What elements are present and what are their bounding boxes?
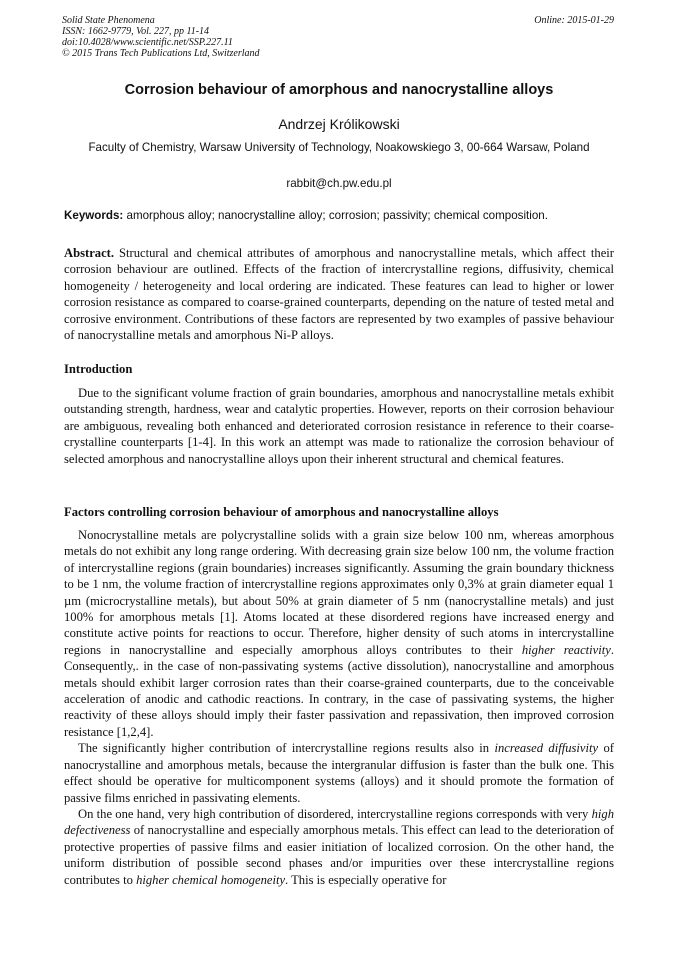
online-date: Online: 2015-01-29	[534, 15, 614, 26]
p3-emphasis-1: high defectiveness	[64, 806, 614, 838]
journal-name: Solid State Phenomena	[62, 15, 155, 26]
factors-paragraph-2	[64, 740, 614, 806]
p2-emphasis: increased diffusivity	[494, 741, 599, 756]
p1-text-a: Nonocrystalline metals are polycrystalline solids with a grain size below 100 nm, whereas amorphous metals do not exhibit any long range ordering. With decreasing grain size below 100 nm, the volume fraction of intercrystalline regions (grain boundaries) increases significantly. Assuming the grain boundary thickness to be 1 nm, the volume fraction of intercrystalline regions approximates only 0,3% at grain diameter equal 1 µm (microcrystalline metals), but about 50% at grain diameter of 5 nm (nanocrystalline metals) and just 100% for amorphous metals [1]. Atoms located at these disordered regions have increased energy and constitute active points for reactions to occur. Therefore, higher density of such atoms in intercrystalline regions in nanocrystalline and especially amorphous alloys contributes to their	[64, 528, 614, 657]
issn-line: ISSN: 1662-9779, Vol. 227, pp 11-14	[62, 26, 210, 37]
p2-text-b: of nanocrystalline and amorphous metals, because the intergranular diffusion is faster than the bulk one. This effect should be operative for multicomponent systems (alloys) and it should promote the formation of passive films enriched in passivating elements.	[64, 741, 614, 805]
copyright-line: © 2015 Trans Tech Publications Ltd, Switzerland	[62, 48, 260, 59]
doi-line: doi:10.4028/www.scientific.net/SSP.227.11	[62, 37, 233, 48]
introduction-body	[64, 385, 614, 467]
p3-emphasis-2: higher chemical homogeneity	[136, 872, 286, 887]
introduction-paragraph: Due to the significant volume fraction of grain boundaries, amorphous and nanocrystalline metals exhibit outstanding strength, hardness, wear and catalytic properties. However, reports on their corrosion behaviour are ambiguous, revealing both enhanced and deteriorated corrosion resistance in reference to their coarse-crystalline counterparts [1-4]. In this work an attempt was made to rationalize the corrosion behaviour of selected amorphous and nanocrystalline alloys upon their inherent structural and chemical features.	[64, 386, 614, 466]
abstract-text: Structural and chemical attributes of amorphous and nanocrystalline metals, which affect their corrosion behaviour are outlined. Effects of the fraction of intercrystalline regions, diffusivity, chemical homogeneity / heterogeneity and local ordering are indicated. These features can lead to higher or lower corrosion resistance as compared to coarse-grained counterparts, depending on the nature of tested metal and corrosive environment. Contributions of these factors are represented by two examples of passive behaviour of nanocrystalline metals and amorphous Ni-P alloys.	[64, 246, 614, 343]
affiliation: Faculty of Chemistry, Warsaw University of Technology, Noakowskiego 3, 00-664 Warsaw, Poland	[88, 141, 590, 154]
author-name: Andrzej Królikowski	[278, 116, 400, 132]
p3-text-a: On the one hand, very high contribution of disordered, intercrystalline regions corresponds with very	[78, 806, 592, 821]
p2-text-a: The significantly higher contribution of intercrystalline regions results also in	[78, 741, 495, 756]
paper-title: Corrosion behaviour of amorphous and nanocrystalline alloys	[124, 82, 554, 98]
abstract-label: Abstract.	[64, 246, 115, 260]
factors-paragraph-3	[64, 806, 614, 888]
keywords-text: amorphous alloy; nanocrystalline alloy; corrosion; passivity; chemical composition.	[123, 209, 548, 222]
p3-text-c: . This is especially operative for	[285, 872, 447, 887]
abstract	[64, 245, 614, 343]
p3-text-b: of nanocrystalline and especially amorphous metals. This effect can lead to the deterioration of protective properties of passive films and easier initiation of localized corrosion. On the other hand, the uniform distribution of possible second phases and/or impurities over these intercrystalline regions contributes to	[64, 823, 614, 887]
factors-body	[64, 527, 614, 888]
factors-paragraph-1	[64, 527, 614, 740]
keywords-label: Keywords:	[64, 209, 124, 222]
journal-header	[62, 15, 260, 59]
p1-text-b: . Consequently,. in the case of non-passivating systems (active dissolution), nanocrystalline and amorphous metals should exhibit larger corrosion rates than their coarse-grained counterparts, due to the conceivable acceleration of anodic and cathodic reactions. In contrary, in the case of passivating systems, the higher reactivity of these alloys should imply their faster passivation and repassivation, then improved corrosion resistance [1,2,4].	[64, 642, 614, 739]
introduction-heading: Introduction	[64, 362, 133, 376]
p1-emphasis: higher reactivity	[521, 642, 611, 657]
author-email: rabbit@ch.pw.edu.pl	[286, 177, 392, 190]
factors-heading: Factors controlling corrosion behaviour of amorphous and nanocrystalline alloys	[64, 505, 499, 519]
keywords	[64, 209, 624, 223]
